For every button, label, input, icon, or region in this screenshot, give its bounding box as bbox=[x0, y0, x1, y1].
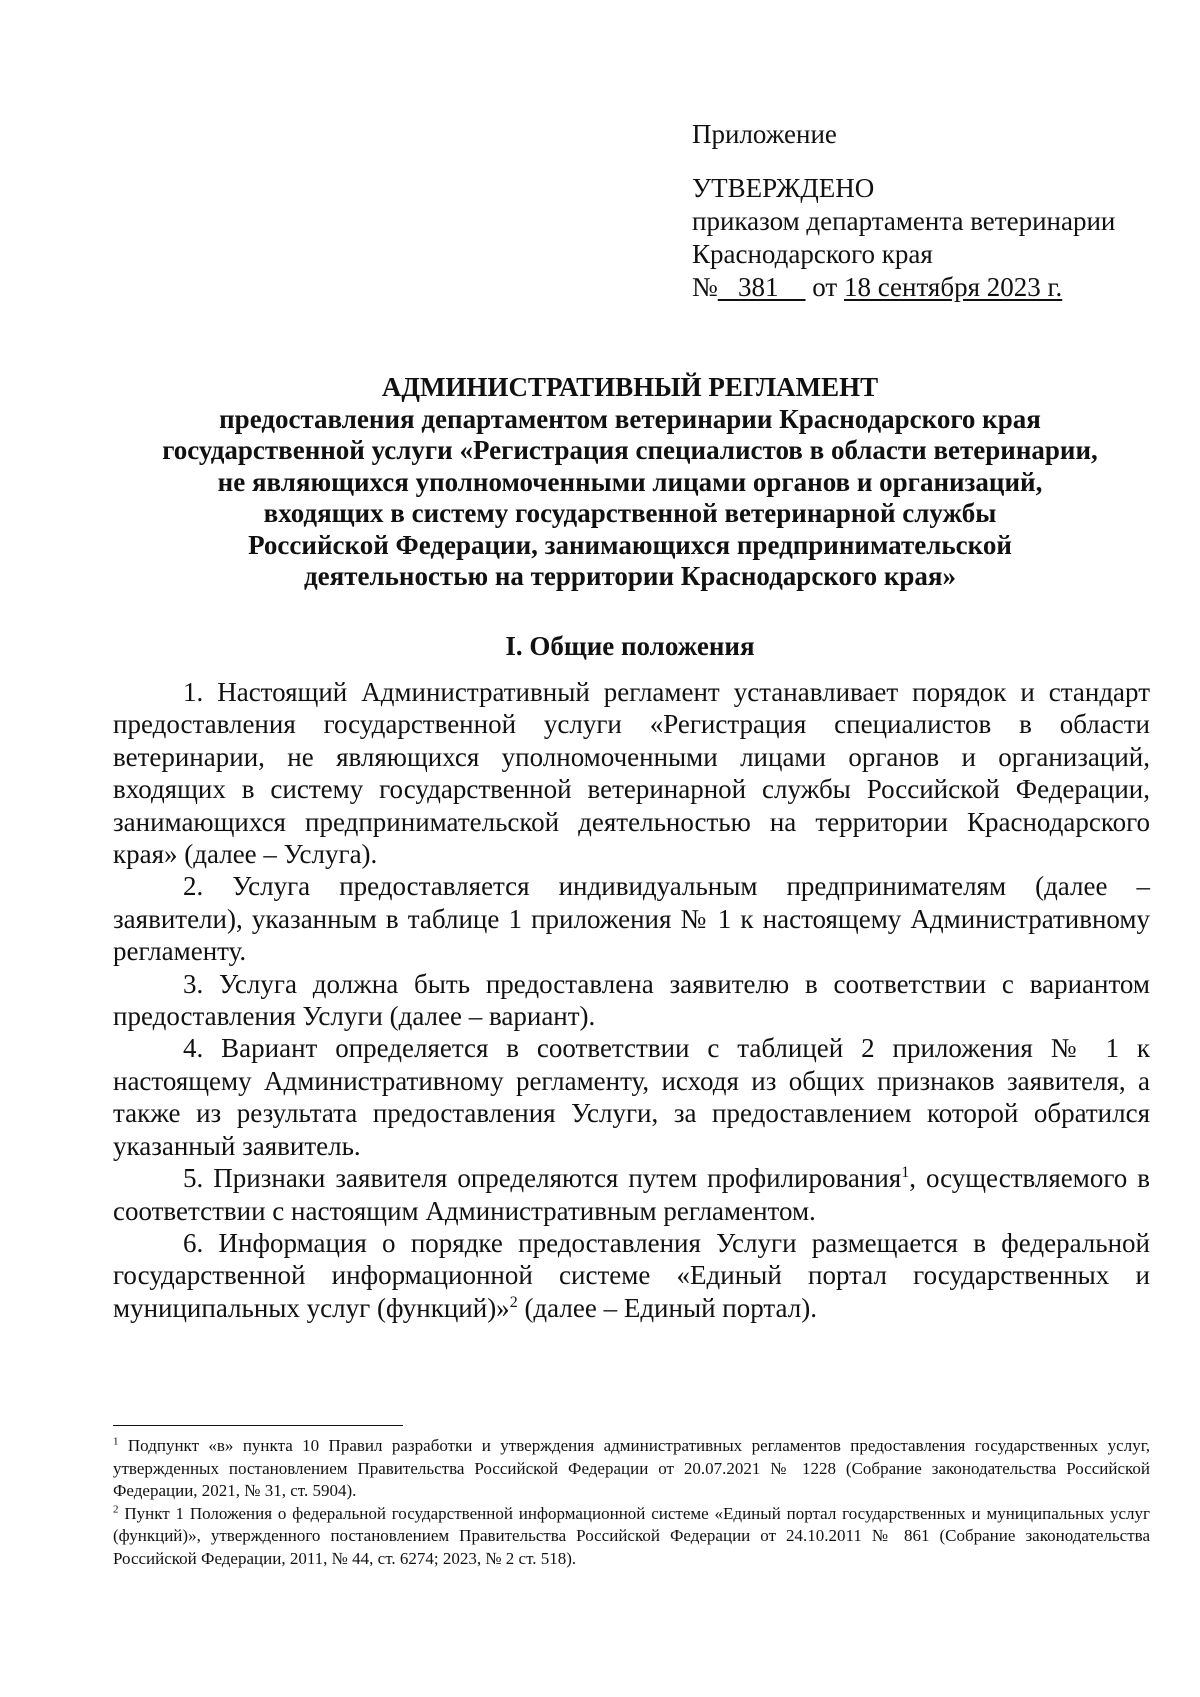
title-line: входящих в систему государственной ветеринарной службы bbox=[263, 498, 997, 528]
order-number bbox=[718, 272, 806, 302]
paragraph-4: 4. Вариант определяется в соответствии с таблицей 2 приложения № 1 к настоящему Административному регламенту, исходя из общих признаков заявителя, а также из результата предоставления Услуги, за предоставлением которой обратился указанный заявитель. bbox=[113, 1033, 1150, 1161]
annex-label: Приложение bbox=[692, 119, 837, 149]
approved-by-line: приказом департамента ветеринарии bbox=[692, 206, 1116, 236]
footnote-2 bbox=[113, 1503, 1150, 1571]
date-prefix: от bbox=[812, 272, 838, 302]
paragraph-1: 1. Настоящий Административный регламент устанавливает порядок и стандарт предоставления государственной услуги «Регистрация специалистов в области ветеринарии, не являющихся уполномоченными лицами органов и организаций, входящих в систему государственной ветеринарной службы Российской Федерации, занимающихся предпринимательской деятельностью на территории Краснодарского края» (далее – Услуга). bbox=[113, 677, 1150, 870]
approved-by-region: Краснодарского края bbox=[692, 239, 933, 269]
order-number-line bbox=[692, 271, 1162, 304]
paragraph-5 bbox=[113, 1162, 1150, 1227]
footnote-ref-2[interactable]: 2 bbox=[509, 1293, 518, 1311]
paragraph-6-text: 6. Информация о порядке предоставления Услуги размещается в федеральной государственной информационной системе «Единый портал государственных и муниципальных услуг (функций)» bbox=[113, 1227, 1150, 1323]
title-line: не являющихся уполномоченными лицами органов и организаций, bbox=[217, 466, 1043, 497]
spacer bbox=[692, 151, 1162, 172]
approval-stamp-block bbox=[692, 118, 1162, 304]
paragraph-5-text: 5. Признаки заявителя определяются путем профилирования bbox=[183, 1163, 902, 1194]
title-line: государственной услуги «Регистрация специалистов в области ветеринарии, bbox=[162, 435, 1098, 465]
title-line: предоставления департаментом ветеринарии Краснодарского края bbox=[219, 403, 1041, 434]
footnote-divider bbox=[113, 1425, 403, 1426]
approved-label: УТВЕРЖДЕНО bbox=[692, 173, 875, 203]
footnotes bbox=[113, 1435, 1150, 1570]
document-body bbox=[113, 676, 1150, 1324]
paragraph-3: 3. Услуга должна быть предоставлена заявителю в соответствии с вариантом предоставления Услуги (далее – вариант). bbox=[113, 968, 1150, 1032]
footnote-mark-2: 2 bbox=[113, 1502, 119, 1515]
footnote-ref-1[interactable]: 1 bbox=[901, 1164, 910, 1182]
title-heading: АДМИНИСТРАТИВНЫЙ РЕГЛАМЕНТ bbox=[381, 372, 879, 402]
footnote-2-text: Пункт 1 Положения о федеральной государственной информационной системе «Единый портал государственных и муниципальных услуг (функций)», утвержденного постановлением Правительства Российской Федерации от 24.10.2011 № 861 (Собрание законодательства Российской Федерации, 2011, № 44, ст. 6274; 2023, № 2 ст. 518). bbox=[113, 1503, 1150, 1568]
paragraph-6 bbox=[113, 1227, 1150, 1324]
paragraph-2: 2. Услуга предоставляется индивидуальным предпринимателям (далее – заявители), указанным в таблице 1 приложения № 1 к настоящему Административному регламенту. bbox=[113, 871, 1150, 967]
number-sign: № bbox=[692, 272, 718, 302]
document-title bbox=[108, 372, 1152, 593]
order-date: 18 сентября 2023 г. bbox=[843, 272, 1063, 302]
paragraph-6-text-cont: (далее – Единый портал). bbox=[517, 1292, 817, 1323]
footnote-mark-1: 1 bbox=[113, 1435, 119, 1448]
title-line: Российской Федерации, занимающихся предпринимательской bbox=[248, 529, 1012, 560]
order-number-value: 381 bbox=[738, 272, 779, 302]
footnote-1-text: Подпункт «в» пункта 10 Правил разработки и утверждения административных регламентов предоставления государственных услуг, утвержденных постановлением Правительства Российской Федерации от 20.07.2021 № 1228 (Собрание законодательства Российской Федерации, 2021, № 31, ст. 5904). bbox=[113, 1436, 1150, 1500]
paragraph-5-text-cont: , осуществляемого в соответствии с настоящим Административным регламентом. bbox=[113, 1163, 1150, 1226]
section-heading: I. Общие положения bbox=[505, 631, 755, 661]
title-line: деятельностью на территории Краснодарского края» bbox=[303, 561, 957, 591]
footnote-1 bbox=[113, 1435, 1150, 1503]
